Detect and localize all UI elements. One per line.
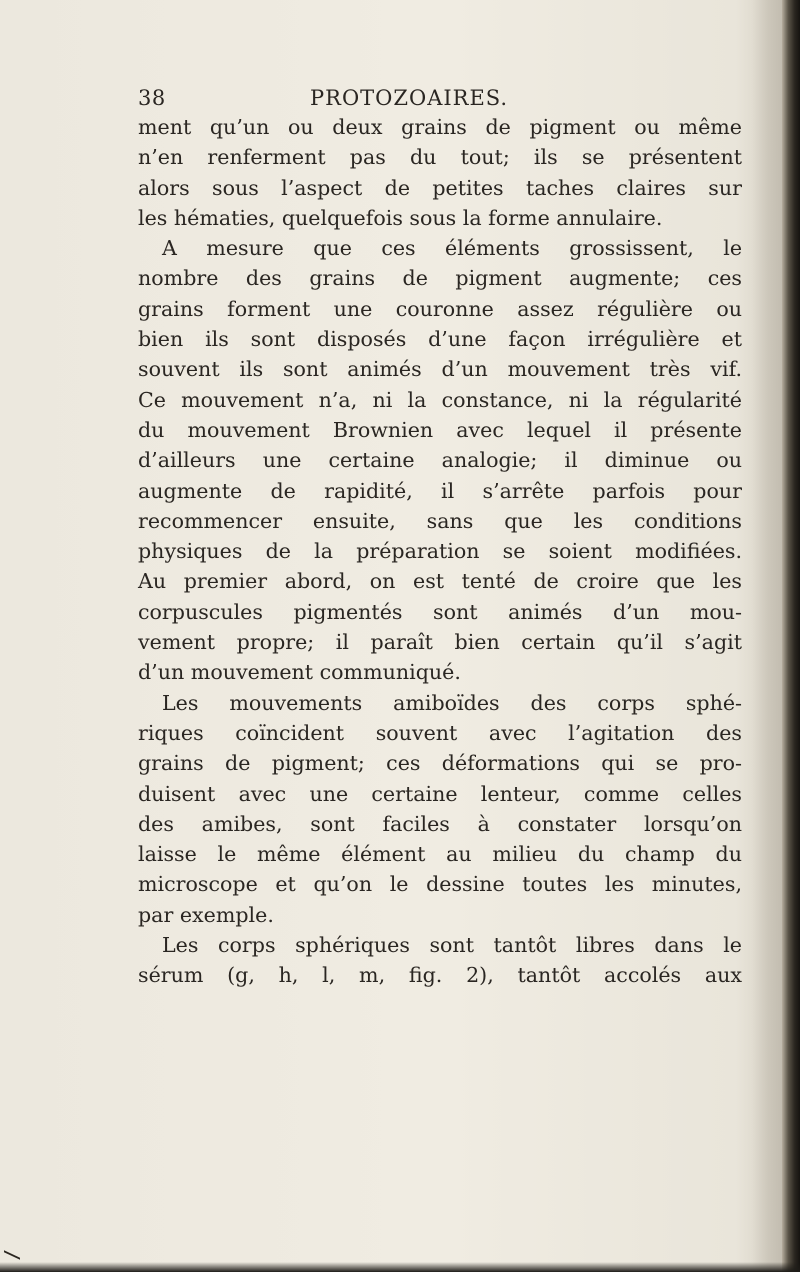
text-line: laisse le même élément au milieu du champ du xyxy=(138,842,742,867)
binding-edge xyxy=(782,0,800,1272)
text-line: vement propre; il paraît bien certain qu’il s’agit xyxy=(138,630,742,655)
text-line: A mesure que ces éléments grossissent, le xyxy=(162,236,742,261)
text-line: riques coïncident souvent avec l’agitation des xyxy=(138,720,742,745)
page-bottom-edge xyxy=(0,1262,800,1272)
text-line: grains forment une couronne assez régulière ou xyxy=(138,296,742,321)
text-line: Ce mouvement n’a, ni la constance, ni la régularité xyxy=(138,387,742,412)
text-line: d’ailleurs une certaine analogie; il diminue ou xyxy=(138,448,742,473)
text-line: Au premier abord, on est tenté de croire que les xyxy=(138,569,742,594)
text-line: par exemple. xyxy=(138,902,274,927)
text-line: augmente de rapidité, il s’arrête parfois pour xyxy=(138,478,742,503)
text-line: n’en renferment pas du tout; ils se présentent xyxy=(138,145,742,170)
text-line: d’un mouvement communiqué. xyxy=(138,660,461,685)
text-line: microscope et qu’on le dessine toutes les minutes, xyxy=(138,872,742,897)
text-line: recommencer ensuite, sans que les conditions xyxy=(138,508,742,533)
text-line: ment qu’un ou deux grains de pigment ou même xyxy=(138,115,742,139)
text-line: souvent ils sont animés d’un mouvement très vif. xyxy=(138,357,742,382)
text-line: duisent avec une certaine lenteur, comme celles xyxy=(138,781,742,806)
text-line: alors sous l’aspect de petites taches claires sur xyxy=(138,175,742,200)
text-line: corpuscules pigmentés sont animés d’un mou- xyxy=(138,599,742,624)
text-line: les hématies, quelquefois sous la forme annulaire. xyxy=(138,205,663,230)
text-line: physiques de la préparation se soient modifiées. xyxy=(138,539,742,564)
running-title: PROTOZOAIRES. xyxy=(310,86,509,110)
text-line: Les corps sphériques sont tantôt libres dans le xyxy=(162,933,742,958)
body-text xyxy=(138,112,742,991)
text-line: du mouvement Brownien avec lequel il présente xyxy=(138,417,742,442)
text-line: grains de pigment; ces déformations qui se pro- xyxy=(138,751,742,776)
page-number: 38 xyxy=(138,86,166,110)
text-line: des amibes, sont faciles à constater lorsqu’on xyxy=(138,811,742,836)
text-line: bien ils sont disposés d’une façon irrégulière et xyxy=(138,327,742,352)
binding-shadow xyxy=(752,0,782,1272)
text-line: nombre des grains de pigment augmente; ces xyxy=(138,266,742,291)
text-line: Les mouvements amiboïdes des corps sphé- xyxy=(162,690,742,715)
text-line: sérum (g, h, l, m, fig. 2), tantôt accolés aux xyxy=(138,963,742,988)
